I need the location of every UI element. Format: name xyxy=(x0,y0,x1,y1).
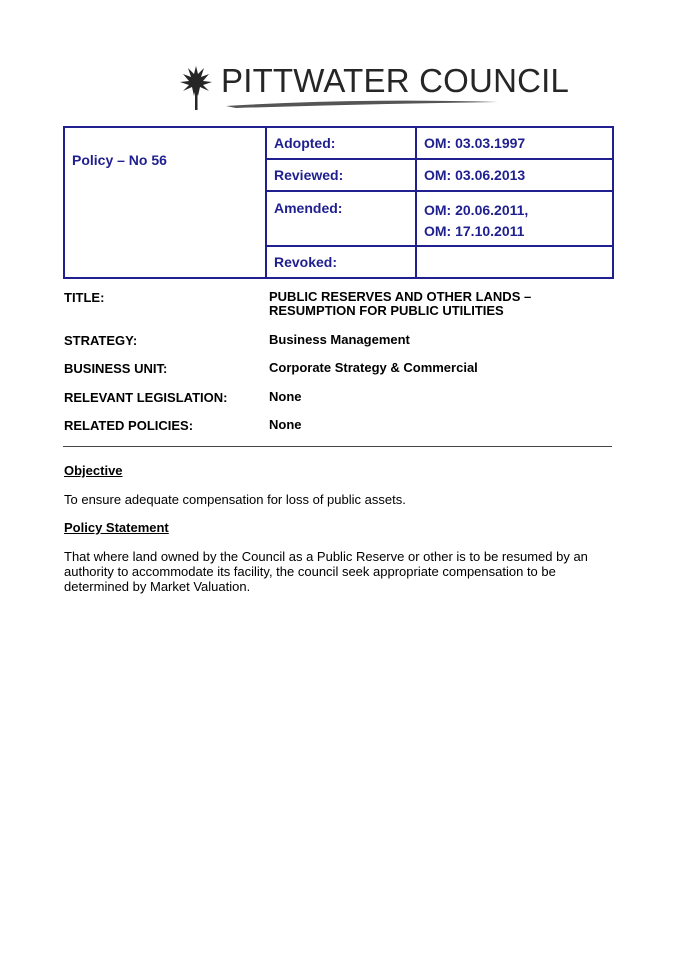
legislation-row xyxy=(64,390,612,418)
amended-label: Amended: xyxy=(266,191,416,246)
business-unit-value: Corporate Strategy & Commercial xyxy=(269,360,478,375)
policy-table xyxy=(63,126,614,279)
policy-number: Policy – No 56 xyxy=(64,127,266,278)
revoked-value xyxy=(416,246,613,278)
title-row xyxy=(64,290,612,333)
related-policies-row xyxy=(64,418,612,438)
adopted-label: Adopted: xyxy=(266,127,416,159)
amended-value xyxy=(416,191,613,246)
objective-heading: Objective xyxy=(64,463,123,478)
objective-text: To ensure adequate compensation for loss of public assets. xyxy=(64,492,406,507)
business-unit-row xyxy=(64,361,612,390)
reviewed-label: Reviewed: xyxy=(266,159,416,191)
related-policies-label: RELATED POLICIES: xyxy=(64,418,194,433)
revoked-label: Revoked: xyxy=(266,246,416,278)
divider xyxy=(63,446,612,447)
council-name: PITTWATER COUNCIL xyxy=(221,62,570,99)
policy-statement-heading: Policy Statement xyxy=(64,520,169,535)
strategy-value: Business Management xyxy=(269,332,410,347)
amended-date: OM: 20.06.2011, xyxy=(424,202,529,218)
title-label: TITLE: xyxy=(64,290,105,305)
policy-metadata xyxy=(64,290,612,438)
reviewed-value: OM: 03.06.2013 xyxy=(416,159,613,191)
business-unit-label: BUSINESS UNIT: xyxy=(64,361,168,376)
table-row xyxy=(64,127,613,159)
adopted-value: OM: 03.03.1997 xyxy=(416,127,613,159)
amended-date: OM: 17.10.2011 xyxy=(424,223,525,239)
policy-statement-text: That where land owned by the Council as a Public Reserve or other is to be resumed by an authority to accommodate its facility, the council seek appropriate compensation to be determined by Market Valuation. xyxy=(64,549,588,594)
related-policies-value: None xyxy=(269,417,302,432)
title-value: PUBLIC RESERVES AND OTHER LANDS – RESUMPTION FOR PUBLIC UTILITIES xyxy=(269,289,532,318)
strategy-label: STRATEGY: xyxy=(64,333,138,348)
legislation-label: RELEVANT LEGISLATION: xyxy=(64,390,228,405)
strategy-row xyxy=(64,333,612,361)
council-logo xyxy=(176,58,570,118)
legislation-value: None xyxy=(269,389,302,404)
